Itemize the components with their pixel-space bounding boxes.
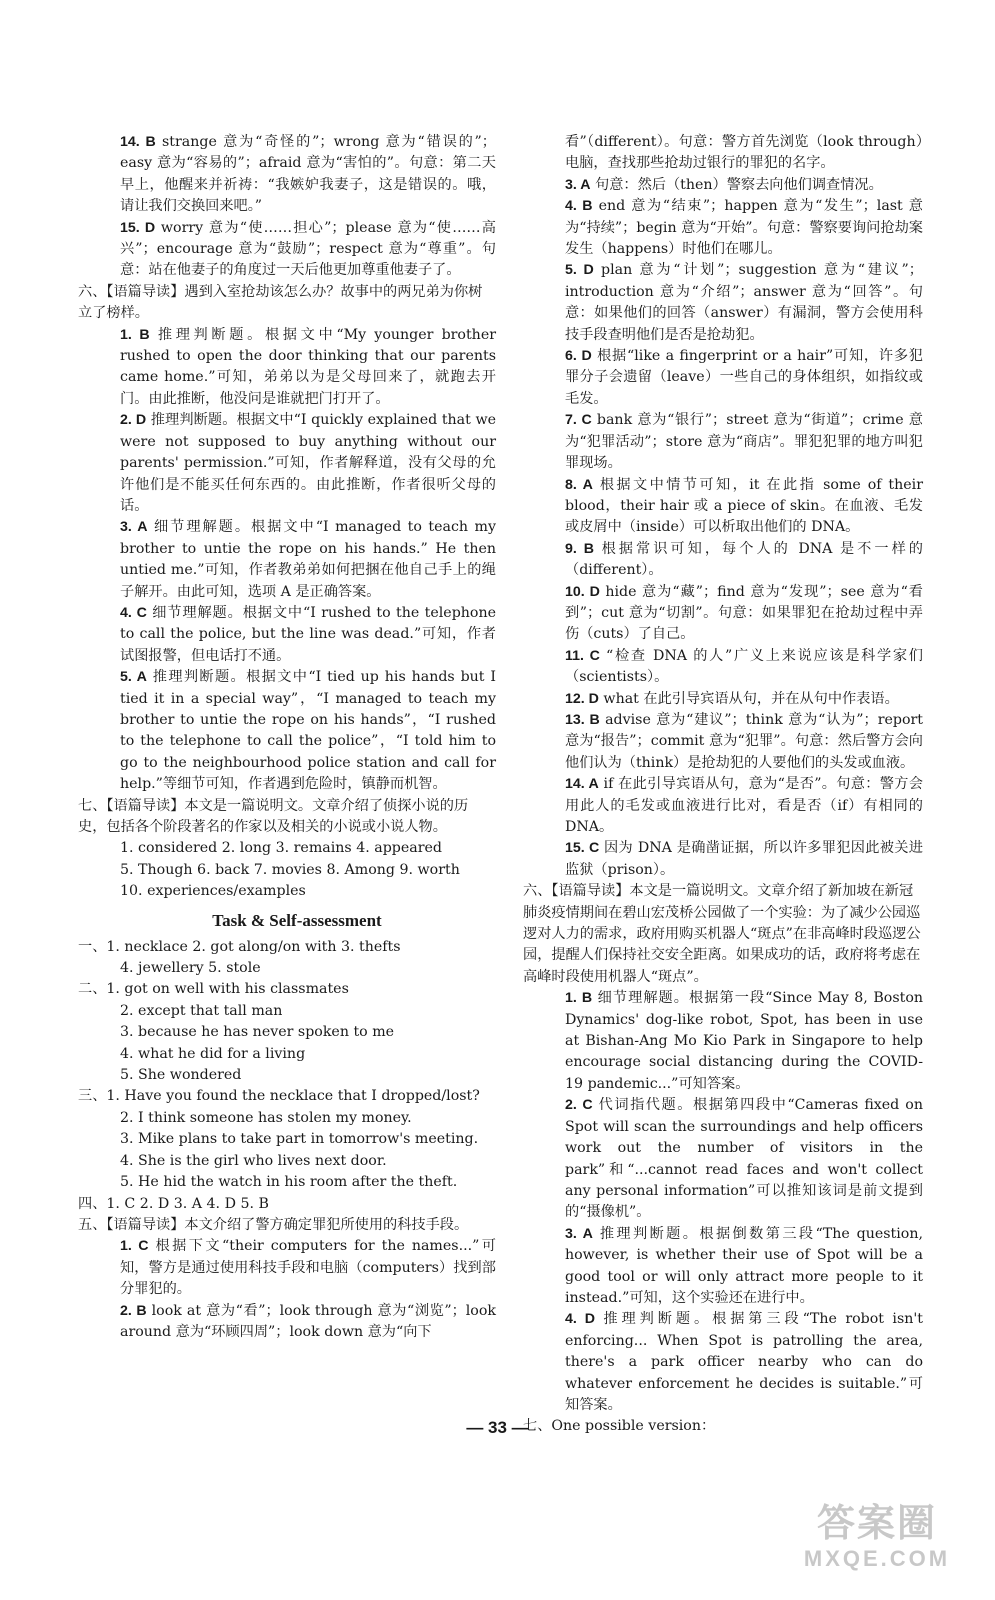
answer-explanation: 因为 DNA 是确凿证据，所以许多罪犯因此被关进监狱（prison）。 — [565, 840, 923, 878]
answer-item — [543, 710, 923, 774]
answer-item — [543, 646, 923, 689]
answer-line: 10. experiences/examples — [120, 883, 306, 900]
answer-explanation: 根据文中情节可知，it 在此指 some of their blood，their hair 或 a piece of skin。在血液、毛发或皮屑中（inside）可以析取出他们的 DNA。 — [565, 476, 923, 536]
answer-key: 2. D — [120, 412, 147, 429]
section-line: 六、【语篇导读】遇到入室抢劫该怎么办？故事中的两兄弟为你树立了榜样。 — [78, 283, 483, 322]
answer-key: 3. A — [565, 1225, 593, 1242]
page-number: — 33 — — [466, 1418, 529, 1437]
answer-item — [98, 218, 496, 282]
section-line: 七、One possible version： — [523, 1418, 716, 1435]
answer-item — [543, 582, 923, 646]
answer-explanation: 推理判断题。根据倒数第三段“The question, however, is whether their use of Spot will be a good tool or will only attract more people to it instead.”可知，这个实验还在进行中。 — [565, 1225, 923, 1306]
answer-explanation: end 意为“结束”；happen 意为“发生”；last 意为“持续”；begin 意为“开始”。句意：警察要询问抢劫案发生（happens）时他们在哪儿。 — [565, 198, 923, 258]
section-line: 二、1. got on well with his classmates — [78, 981, 349, 998]
answer-item — [98, 1301, 496, 1344]
answer-item — [543, 475, 923, 539]
answer-line: 5. She wondered — [120, 1067, 242, 1084]
answer-item — [543, 132, 923, 175]
right-column — [523, 132, 923, 1438]
section-line: 一、1. necklace 2. got along/on with 3. thefts — [78, 938, 401, 955]
answer-key: 4. B — [565, 198, 593, 215]
section-line: 七、【语篇导读】本文是一篇说明文。文章介绍了侦探小说的历史，包括各个阶段著名的作家以及相关的小说或小说人物。 — [78, 797, 469, 835]
answer-explanation: 看”（different）。句意：警方首先浏览（look through）电脑，查找那些抢劫过银行的罪犯的名字。 — [565, 134, 923, 172]
answer-item — [98, 325, 496, 411]
answer-key: 4. D — [565, 1311, 595, 1328]
answer-key: 5. D — [565, 262, 594, 279]
answer-explanation: 推理判断题。根据第三段“The robot isn't enforcing... When Spot is patrolling the area, there's a park officer nearby who can do whatever enforcement he decides is suitable.”可知答案。 — [565, 1311, 923, 1413]
answer-line: 4. jewellery 5. stole — [120, 960, 261, 977]
answer-key: 11. C — [565, 647, 600, 664]
answer-line: 5. He hid the watch in his room after the theft. — [120, 1174, 458, 1191]
answer-item — [543, 175, 923, 196]
answer-explanation: 根据下文“their computers for the names...”可知，警方是通过使用科技手段和电脑（computers）找到部分罪犯的。 — [120, 1238, 496, 1298]
answer-line: 1. considered 2. long 3. remains 4. appeared — [120, 840, 442, 857]
answer-explanation: look at 意为“看”；look through 意为“浏览”；look around 意为“环顾四周”；look down 意为“向下 — [120, 1302, 496, 1340]
answer-key: 5. A — [120, 669, 147, 686]
answer-item — [98, 517, 496, 603]
answer-key: 9. B — [565, 540, 595, 557]
left-column — [78, 132, 496, 1343]
answer-item — [98, 1236, 496, 1300]
answer-explanation: hide 意为“藏”；find 意为“发现”；see 意为“看到”；cut 意为“切割”。句意：如果罪犯在抢劫过程中弄伤（cuts）了自己。 — [565, 583, 923, 643]
answer-item — [543, 838, 923, 881]
answer-explanation: plan 意为“计划”；suggestion 意为“建议”；introduction 意为“介绍”；answer 意为“回答”。句意：如果他们的回答（answer）有漏洞，警方会使用科技手段查明他们是否是抢劫犯。 — [565, 262, 923, 343]
answer-key: 15. D — [120, 219, 156, 236]
watermark-line1: 答案圈 — [816, 1503, 937, 1545]
answer-key: 3. A — [120, 519, 148, 536]
answer-item — [543, 1309, 923, 1416]
answer-explanation: if 在此引导宾语从句，意为“是否”。句意：警方会用此人的毛发或血液进行比对，看是否（if）有相同的 DNA。 — [565, 776, 923, 835]
answer-key: 7. C — [565, 412, 592, 429]
answer-explanation: “检查 DNA 的人”广义上来说应该是科学家们（scientists）。 — [565, 647, 923, 686]
answer-explanation: 推理判断题。根据文中“I quickly explained that we were not supposed to buy anything without our parents' permission.”可知，作者解释道，没有父母的允许他们是不能买任何东西的。由此推断，作者很听父母的话。 — [120, 412, 496, 514]
answer-item — [543, 988, 923, 1095]
answer-key: 1. C — [120, 1238, 149, 1255]
answer-item — [543, 346, 923, 410]
answer-key: 4. C — [120, 604, 147, 621]
answer-item — [543, 260, 923, 346]
answer-key: 14. A — [565, 776, 599, 793]
answer-item — [98, 410, 496, 517]
answer-line: 2. I think someone has stolen my money. — [120, 1109, 412, 1126]
answer-explanation: 根据常识可知，每个人的 DNA 是不一样的（different）。 — [565, 540, 923, 579]
answer-key: 10. D — [565, 583, 600, 600]
answer-key: 1. B — [120, 326, 150, 343]
answer-key: 8. A — [565, 476, 593, 493]
answer-key: 1. B — [565, 990, 593, 1007]
answer-item — [543, 1095, 923, 1223]
answer-explanation: 根据“like a fingerprint or a hair”可知，许多犯罪分子会遗留（leave）一些自己的身体组织，如指纹或毛发。 — [565, 348, 923, 407]
answer-line: 4. She is the girl who lives next door. — [120, 1152, 387, 1169]
answer-explanation: 细节理解题。根据第一段“Since May 8, Boston Dynamics' dog-like robot, Spot, has been in use at Bishan-Ang Mo Kio Park in Singapore to help encourage social distancing during the COVID-19 pandemic...”可知答案。 — [565, 990, 923, 1092]
answer-key: 2. C — [565, 1097, 593, 1114]
watermark-line2: MXQE.COM — [803, 1546, 951, 1571]
answer-item — [543, 1224, 923, 1310]
section-line: 四、1. C 2. D 3. A 4. D 5. B — [78, 1195, 269, 1212]
answer-explanation: what 在此引导宾语从句，并在从句中作表语。 — [598, 690, 899, 707]
section-line: 六、【语篇导读】本文是一篇说明文。文章介绍了新加坡在新冠肺炎疫情期间在碧山宏茂桥公园做了一个实验：为了减少公园巡逻对人力的需求，政府用购买机器人“斑点”在非高峰时段巡逻公园，提醒人们保持社交安全距离。如果成功的话，政府将考虑在高峰时段使用机器人“斑点”。 — [523, 883, 921, 985]
answer-item — [98, 667, 496, 795]
answer-line: 3. because he has never spoken to me — [120, 1024, 395, 1041]
answer-key: 13. B — [565, 711, 600, 728]
answer-line: 3. Mike plans to take part in tomorrow's meeting. — [120, 1131, 479, 1148]
answer-key: 6. D — [565, 348, 592, 365]
answer-item — [543, 410, 923, 474]
answer-key: 14. B — [120, 134, 156, 150]
answer-explanation: 代词指代题。根据第四段中“Cameras fixed on Spot will scan the surroundings and help officers work out the number of visitors in the park”和“...cannot read faces and won't collect any personal information”可以推知该词是前文提到的“摄像机”。 — [565, 1097, 923, 1221]
answer-explanation: worry 意为“使……担心”；please 意为“使……高兴”；encourage 意为“鼓励”；respect 意为“尊重”。句意：站在他妻子的角度过一天后他更加尊重他妻子了。 — [120, 219, 496, 279]
section-line: 五、【语篇导读】本文介绍了警方确定罪犯所使用的科技手段。 — [78, 1216, 469, 1233]
answer-item — [98, 603, 496, 667]
answer-explanation: strange 意为“奇怪的”；wrong 意为“错误的”；easy 意为“容易的”；afraid 意为“害怕的”。句意：第二天早上，他醒来并祈祷：“我嫉妒我妻子，这是错误的。哦，请让我们交换回来吧。” — [120, 134, 496, 215]
answer-line: 5. Though 6. back 7. movies 8. Among 9. worth — [120, 861, 460, 878]
answer-key: 15. C — [565, 840, 600, 857]
answer-key: 2. B — [120, 1302, 147, 1319]
answer-key: 3. A — [565, 176, 591, 193]
answer-key: 12. D — [565, 690, 599, 707]
answer-item — [543, 774, 923, 838]
watermark-logo — [797, 1502, 957, 1572]
answer-line: 4. what he did for a living — [120, 1045, 306, 1062]
answer-explanation: 细节理解题。根据文中“I rushed to the telephone to call the police, but the line was dead.”可知，作者试图报警，但电话打不通。 — [120, 604, 496, 664]
answer-explanation: 推理判断题。根据文中“My younger brother rushed to open the door thinking that our parents came home.”可知，弟弟以为是父母回来了，就跑去开门。由此推断，他没问是谁就把门打开了。 — [120, 326, 496, 407]
answer-item — [98, 132, 496, 218]
section-line: 三、1. Have you found the necklace that I dropped/lost? — [78, 1088, 480, 1105]
answer-explanation: advise 意为“建议”；think 意为“认为”；report 意为“报告”；commit 意为“犯罪”。句意：然后警方会向他们认为（think）是抢劫犯的人要他们的头发或血液。 — [565, 711, 923, 771]
answer-explanation: bank 意为“银行”；street 意为“街道”；crime 意为“犯罪活动”；store 意为“商店”。罪犯犯罪的地方叫犯罪现场。 — [565, 412, 923, 472]
answer-explanation: 细节理解题。根据文中“I managed to teach my brother to untie the rope on his hands.” He then untied me.”可知，作者教弟弟如何把捆在他自己手上的绳子解开。由此可知，选项 A 是正确答案。 — [120, 519, 496, 600]
answer-item — [543, 196, 923, 260]
answer-item — [543, 689, 923, 710]
answer-explanation: 推理判断题。根据文中“I tied up his hands but I tied it in a special way”，“I managed to teach my brother to untie the rope on his hands”，“I rushed to the telephone to call the police”，“I told him to go to the neighbourhood police station and call for help.”等细节可知，作者遇到危险时，镇静而机智。 — [120, 669, 496, 793]
section-heading: Task & Self-assessment — [212, 910, 382, 930]
answer-item — [543, 539, 923, 582]
answer-line: 2. except that tall man — [120, 1002, 283, 1019]
answer-explanation: 句意：然后（then）警察去向他们调查情况。 — [590, 176, 883, 193]
